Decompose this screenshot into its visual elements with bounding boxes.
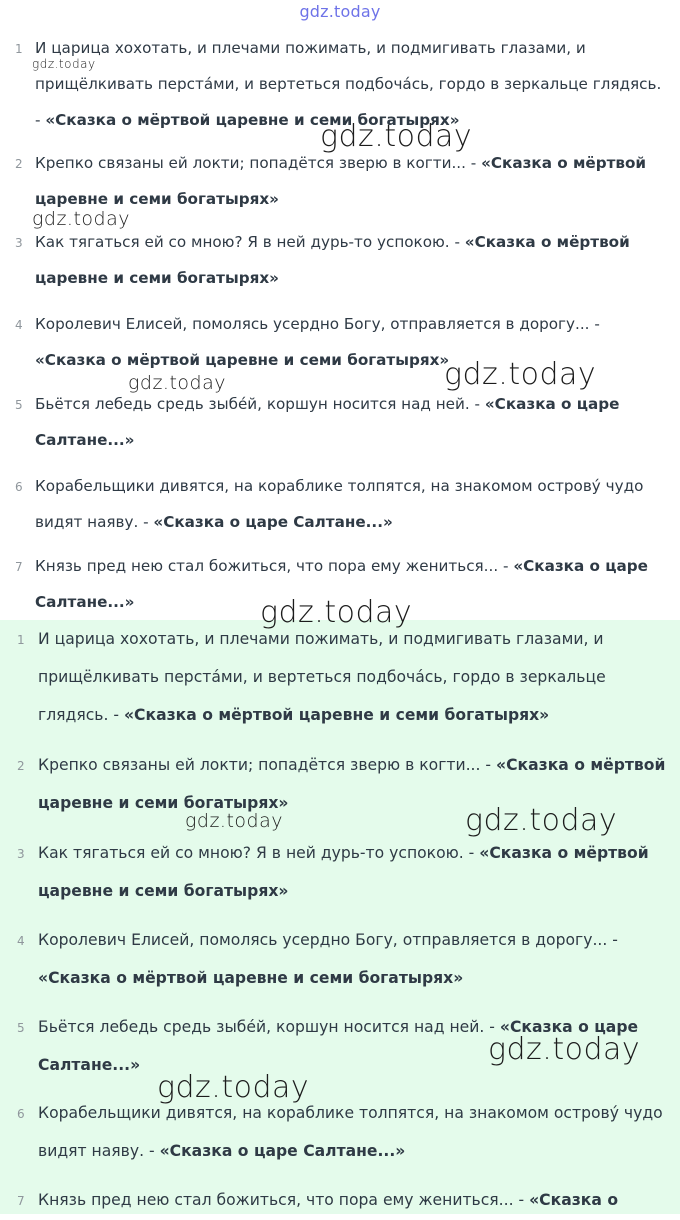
item-number: 1: [17, 633, 25, 647]
source-title: «Сказка о мёртвой царевне и семи богатырях»: [123, 706, 550, 724]
item-number: 7: [17, 1194, 25, 1208]
item-number: 3: [15, 236, 23, 250]
source-title: «Сказка о мёртвой царевне и семи богатырях»: [35, 233, 630, 287]
item-text: [38, 834, 666, 910]
source-title: «Сказка о царе Салтане...»: [35, 395, 620, 449]
item-text: [38, 1181, 666, 1219]
quote-text: Корабельщики дивятся, на кораблике толпятся, на знакомом островý чудо видят наяву. -: [35, 477, 644, 531]
quote-text: Князь пред нею стал божиться, что пора ему жениться... -: [38, 1191, 530, 1209]
list-item: [0, 1094, 680, 1170]
answer-list-highlighted: [0, 620, 680, 1214]
item-number: 7: [15, 560, 23, 574]
item-text: [35, 386, 667, 458]
watermark: gdz.today: [320, 119, 473, 154]
source-title: «Сказка о царе Салтане...»: [159, 1142, 406, 1160]
list-item: [0, 921, 680, 997]
item-number: 4: [15, 318, 23, 332]
item-text: [35, 145, 667, 217]
watermark: gdz.today: [465, 803, 618, 838]
list-item: [0, 468, 680, 540]
quote-text: Бьётся лебедь средь зыбéй, коршун носится над ней. -: [38, 1018, 500, 1036]
quote-text: И царица хохотать, и плечами пожимать, и подмигивать глазами, и прищёлкивать перстáми, и вертеться подбочáсь, гордо в зеркальце глядясь. -: [38, 630, 606, 724]
source-title: «Сказка о мёртвой царевне и семи богатырях»: [35, 351, 450, 369]
item-number: 6: [15, 480, 23, 494]
quote-text: Как тягаться ей со мною? Я в ней дурь-то успокою. -: [35, 233, 465, 251]
item-number: 5: [17, 1021, 25, 1035]
watermark: gdz.today: [157, 1070, 310, 1105]
quote-text: Крепко связаны ей локти; попадётся зверю в когти... -: [35, 154, 482, 172]
item-number: 4: [17, 934, 25, 948]
watermark: gdz.today: [32, 57, 96, 71]
site-brand: gdz.today: [299, 2, 381, 21]
source-title: «Сказка о мёртвой царевне и семи богатырях»: [38, 969, 464, 987]
source-title: «Сказка о мёртвой царевне и семи богатырях»: [35, 154, 647, 208]
quote-text: Князь пред нею стал божиться, что пора ему жениться... -: [35, 557, 514, 575]
quote-text: Корабельщики дивятся, на кораблике толпятся, на знакомом островý чудо видят наяву. -: [38, 1104, 663, 1160]
watermark: gdz.today: [128, 372, 226, 394]
list-item: [0, 386, 680, 458]
list-item: [0, 224, 680, 296]
watermark: gdz.today: [488, 1032, 641, 1067]
list-item: [0, 834, 680, 910]
item-number: 3: [17, 847, 25, 861]
source-title: «Сказка о мёртвой царевне и семи богатырях»: [38, 756, 666, 812]
source-title: «Сказка о царе Салтане...»: [38, 1018, 639, 1074]
item-text: [38, 620, 666, 734]
item-number: 2: [17, 759, 25, 773]
source-title: «Сказка о мёртвой царевне и семи богатырях»: [38, 844, 649, 900]
quote-text: Королевич Елисей, помолясь усердно Богу, отправляется в дорогу... -: [38, 931, 618, 949]
list-item: [0, 620, 680, 734]
source-title: «Сказка о царе Салтане...»: [153, 513, 393, 531]
item-text: [35, 224, 667, 296]
item-number: 1: [15, 42, 23, 56]
item-text: [38, 921, 666, 997]
watermark: gdz.today: [260, 595, 413, 630]
quote-text: И царица хохотать, и плечами пожимать, и подмигивать глазами, и прищёлкивать перстáми, и вертеться подбочáсь, гордо в зеркальце глядясь. -: [35, 39, 662, 129]
quote-text: Бьётся лебедь средь зыбéй, коршун носится над ней. -: [35, 395, 485, 413]
source-title: «Сказка о: [529, 1191, 619, 1209]
list-item: [0, 1181, 680, 1219]
list-item: [0, 145, 680, 217]
quote-text: Как тягаться ей со мною? Я в ней дурь-то успокою. -: [38, 844, 480, 862]
quote-text: Королевич Елисей, помолясь усердно Богу, отправляется в дорогу... -: [35, 315, 600, 333]
watermark: gdz.today: [32, 208, 130, 230]
quote-text: Крепко связаны ей локти; попадётся зверю в когти... -: [38, 756, 497, 774]
item-number: 6: [17, 1107, 25, 1121]
source-title: «Сказка о мёртвой царевне и семи богатырях»: [45, 111, 460, 129]
source-title: «Сказка о царе Салтане...»: [35, 557, 648, 611]
watermark: gdz.today: [444, 357, 597, 392]
watermark: gdz.today: [185, 810, 283, 832]
item-number: 5: [15, 398, 23, 412]
item-text: [35, 468, 667, 540]
item-number: 2: [15, 157, 23, 171]
item-text: [38, 1094, 666, 1170]
